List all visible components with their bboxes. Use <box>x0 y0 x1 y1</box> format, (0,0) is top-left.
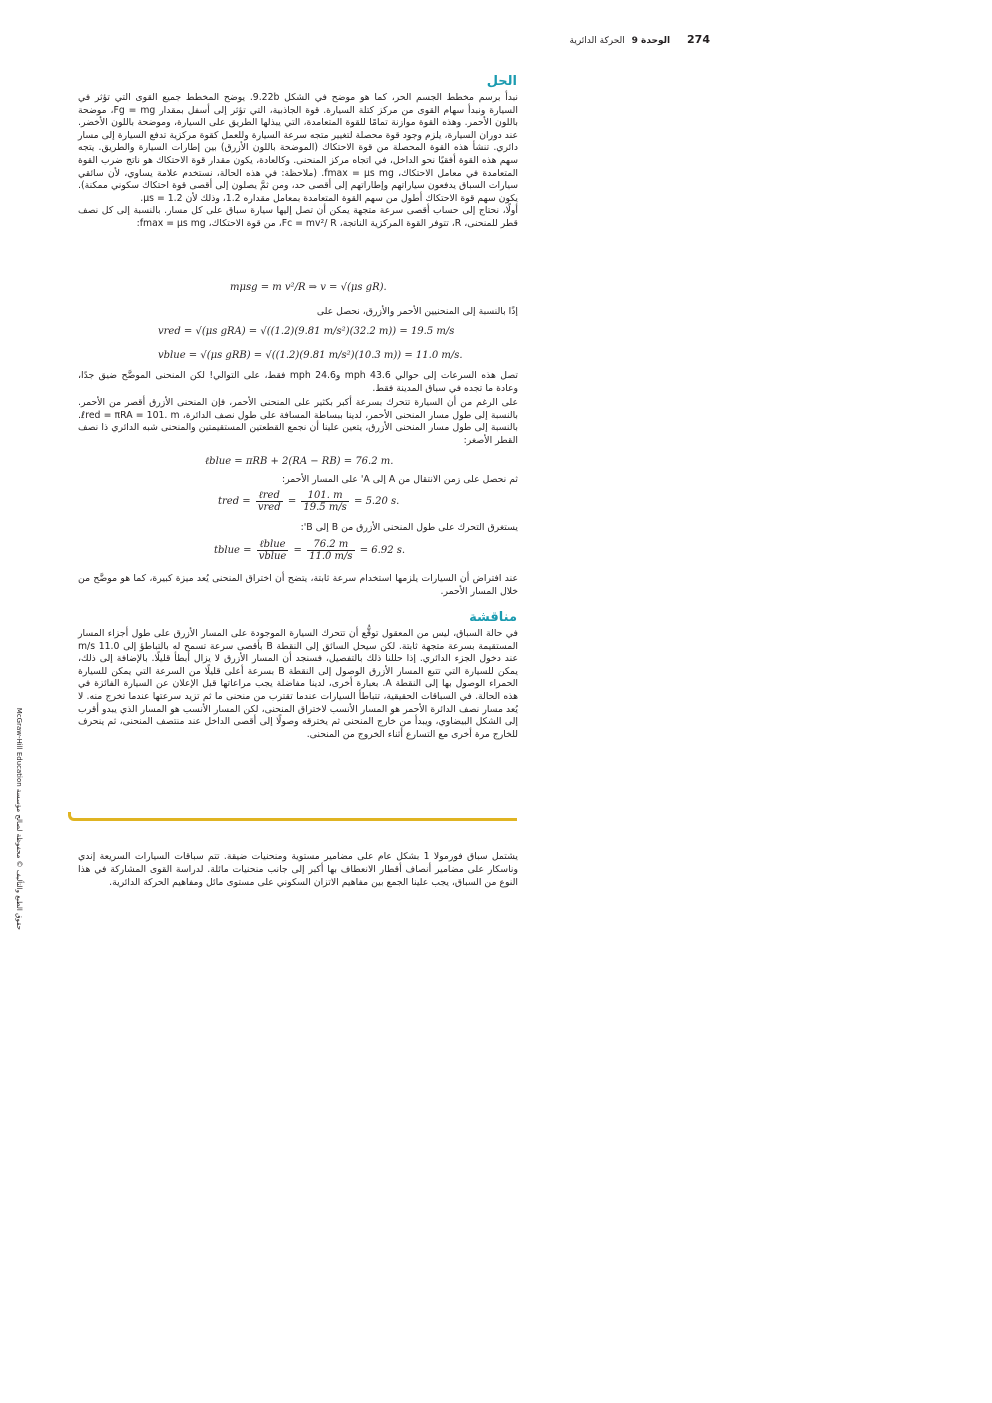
t-red-num-2: 101. m <box>301 490 348 502</box>
equation-t-blue <box>214 539 405 562</box>
t-red-den-2: 19.5 m/s <box>303 502 347 513</box>
solution-paragraph-6: ثم نحصل على زمن الانتقال من A إلى A' على المسار الأحمر: <box>281 474 518 485</box>
t-blue-num-1: ℓblue <box>257 539 289 551</box>
t-blue-result: = 6.92 s. <box>359 545 406 556</box>
solution-paragraph-2: أولًا، نحتاج إلى حساب أقصى سرعة متجهة يمكن أن تصل إليها سيارة سباق على كل مسار. بالنسبة إلى كل نصف قطر للمنحنى، R، تتوفر القوة المركزية الناتجة، Fc = mv²/ R، من قوة الاحتكاك، fmax = μs mg: <box>78 205 518 229</box>
unit-label: الوحدة 9 <box>631 36 671 46</box>
section-divider <box>68 812 517 821</box>
t-red-result: = 5.20 s. <box>354 496 400 507</box>
solution-block-2 <box>78 370 518 448</box>
t-blue-equals: = <box>293 545 302 556</box>
page-number: 274 <box>687 33 710 46</box>
chapter-title: الحركة الدائرية <box>569 36 625 46</box>
t-red-num-1: ℓred <box>256 490 283 502</box>
t-blue-lhs: tblue = <box>214 545 252 556</box>
t-red-den-1: vred <box>257 502 281 513</box>
t-blue-den-1: vblue <box>258 551 287 562</box>
t-blue-fraction-2 <box>307 539 354 562</box>
copyright-credit: حقوق الطبع والتأليف © محفوظة لصالح مؤسسة McGraw-Hill Education <box>15 707 23 930</box>
discussion-paragraph: في حالة السباق، ليس من المعقول توقُّع أن تتحرك السيارة الموجودة على المسار الأزرق على طول أجزاء المسار المستقيمة بسرعة متجهة ثابتة. لكن سيحل السائق إلى النقطة B بأقصى سرعة تسمح له بالتباطؤ إلى 11.0 m/s عند دخول الجزء الدائري. إذا حللنا ذلك بالتفصيل، فسنجد أن المسار الأزرق لا يزال أبطأ قليلًا. بالإضافة إلى ذلك، يمكن للسيارة التي تتبع المسار الأزرق الوصول إلى النقطة B بسرعة أعلى قليلًا من السرعة التي يمكن للسيارة الحمراء الوصول بها إلى النقطة A. بعبارة أخرى، لدينا مفاضلة يجب مراعاتها قبل الإعلان عن السيارة الفائزة في هذه الحالة. في السباقات الحقيقية، تتباطأ السيارات عندما تقترب من منحنى ما ثم تزيد سرعتها عندما تخرج منه. لا يُعد مسار نصف الدائرة الأحمر هو المسار الأنسب لاختراق المنحنى، لكن المسار الأنسب هو المسار الذي يبدو أقرب إلى الشكل البيضاوي، ويبدأ من خارج المنحنى ثم يخترقه وصولًا إلى أقصى الداخل عند منتصف المنحنى، ثم ينحرف للخارج مرة أخرى مع التسارع أثناء الخروج من المنحنى. <box>78 628 519 740</box>
t-blue-fraction-1 <box>257 539 289 562</box>
page-header <box>560 33 710 49</box>
solution-para8-wrap <box>78 573 518 598</box>
solution-para6-wrap <box>78 474 518 487</box>
bottom-paragraph: يشتمل سباق فورمولا 1 بشكل عام على مضامير مستوية ومنحنيات ضيقة. تتم سباقات السيارات السريعة إندي وناسكار على مضامير أنصاف أقطار الانعطاف بها أكبر إلى جانب منحنيات مائلة. لدراسة القوى المشاركة في هذا النوع من السباق، يجب علينا الجمع بين مفاهيم الاتزان السكوني على مستوى مائل ومفاهيم الحركة الدائرية. <box>78 851 518 888</box>
discussion-block <box>78 628 518 741</box>
solution-paragraph-4: تصل هذه السرعات إلى حوالي 43.6 mph و24.6 mph فقط، على التوالي! لكن المنحنى الموضَّح ضيق جدًا، وعادة ما تجده في سباق المدينة فقط. <box>78 370 518 394</box>
solution-paragraph-8: عند افتراض أن السيارات يلزمها استخدام سرعة ثابتة، يتضح أن اختراق المنحنى يُعد ميزة كبيرة، كما هو موضَّح من خلال المسار الأحمر. <box>78 573 518 597</box>
t-blue-num-2: 76.2 m <box>307 539 354 551</box>
discussion-title: مناقشة <box>469 610 517 625</box>
solution-para3-wrap <box>78 306 518 319</box>
solution-paragraph-7: يستغرق التحرك على طول المنحنى الأزرق من B إلى B': <box>300 522 518 533</box>
solution-paragraph-3: إذًا بالنسبة إلى المنحنيين الأحمر والأزرق، نحصل على <box>316 306 518 317</box>
equation-velocity: mμsg = m v²/R ⇒ v = √(μs gR). <box>230 282 387 293</box>
solution-block <box>78 92 518 231</box>
equation-t-red <box>218 490 399 513</box>
solution-paragraph-1: نبدأ برسم مخطط الجسم الحر، كما هو موضح في الشكل 9.22b. يوضح المخطط جميع القوى التي تؤثر في السيارة ونبدأ سهام القوى من مركز كتلة السيارة. قوة الجاذبية، التي تؤثر إلى أسفل بمقدار Fg = mg، موضحة باللون الأحمر. وهذه القوة موازنة تمامًا للقوة المتعامدة، التي يبذلها الطريق على السيارة، وموضحة باللون الأخضر. عند دوران السيارة، يلزم وجود قوة محصلة لتغيير متجه سرعة السيارة وللعمل كقوة مركزية تدفع السيارة إلى مسار دائري. تنشأ هذه القوة المحصلة من قوة الاحتكاك (الموضحة باللون الأزرق) بين إطارات السيارة والطريق. يتجه سهم هذه القوة أفقيًا نحو الداخل، في اتجاه مركز المنحنى. وكالعادة، يكون مقدار قوة الاحتكاك هو ناتج ضرب القوة المتعامدة في معامل الاحتكاك، fmax = μs mg. (ملاحظة: في هذه الحالة، نستخدم علامة يساوي، لأن سائقي سيارات السباق يدفعون سياراتهم وإطاراتهم إلى أقصى حد، ومن ثمَّ يصلون إلى أقصى قوة احتكاك سكوني ممكنة). يكون سهم قوة الاحتكاك أطول من سهم القوة المتعامدة بمعامل مقداره 1.2، وذلك لأن μs = 1.2. <box>78 92 519 204</box>
t-red-lhs: tred = <box>218 496 251 507</box>
solution-paragraph-5: على الرغم من أن السيارة تتحرك بسرعة أكبر بكثير على المنحنى الأحمر، فإن المنحنى الأزرق أقصر من الأحمر. بالنسبة إلى طول مسار المنحنى الأحمر، لدينا ببساطة المسافة على طول نصف الدائرة، ℓred = πRA = 101. m. بالنسبة إلى طول مسار المنحنى الأزرق، يتعين علينا أن نجمع القطعتين المستقيمتين والمنحنى شبه الدائري ذا نصف القطر الأصغر: <box>78 397 518 446</box>
solution-para7-wrap <box>78 522 518 535</box>
t-red-equals: = <box>287 496 297 507</box>
equation-v-red: vred = √(μs gRA) = √((1.2)(9.81 m/s²)(32.2 m)) = 19.5 m/s <box>158 326 455 337</box>
t-blue-den-2: 11.0 m/s <box>309 551 353 562</box>
t-red-fraction-2 <box>301 490 348 513</box>
equation-l-blue: ℓblue = πRB + 2(RA − RB) = 76.2 m. <box>205 456 394 467</box>
t-red-fraction-1 <box>256 490 283 513</box>
equation-v-blue: vblue = √(μs gRB) = √((1.2)(9.81 m/s²)(10.3 m)) = 11.0 m/s. <box>158 350 463 361</box>
solution-title: الحل <box>486 74 517 89</box>
